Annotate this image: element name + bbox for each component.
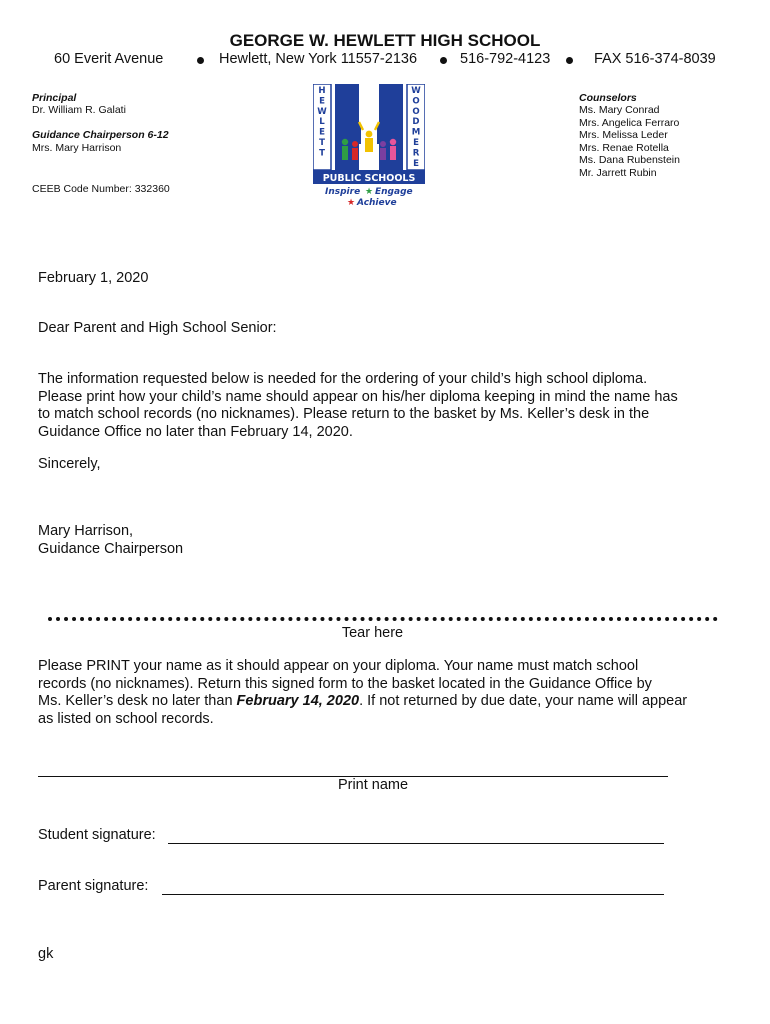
svg-text:PUBLIC SCHOOLS: PUBLIC SCHOOLS: [322, 173, 416, 184]
phone-number: 516-792-4123: [460, 51, 551, 67]
ceeb-code: CEEB Code Number: 332360: [32, 183, 170, 195]
letter-closing: Sincerely,: [38, 456, 101, 472]
form-instruction-line: records (no nicknames). Return this signed form to the basket located in the Guidance Office by: [38, 675, 652, 692]
instruction-text: . If not returned by due date, your name will appear: [359, 693, 688, 710]
bullet-separator: [566, 57, 573, 64]
counselor-name: Ms. Dana Rubenstein: [579, 154, 680, 167]
deadline-date: February 14, 2020: [236, 693, 360, 710]
counselors-heading: Counselors: [579, 92, 637, 104]
svg-text:Inspire: Inspire: [325, 187, 361, 197]
parent-signature-label: Parent signature:: [38, 878, 149, 894]
print-name-label: Print name: [337, 777, 409, 793]
form-instruction-line: [38, 693, 687, 711]
tear-line: [48, 617, 718, 621]
counselor-name: Mrs. Angelica Ferraro: [579, 116, 680, 129]
signer-title: Guidance Chairperson: [38, 541, 184, 557]
letter-paragraph-line: Please print how your child’s name should appear on his/her diploma keeping in mind the name has: [38, 388, 678, 405]
school-name: GEORGE W. HEWLETT HIGH SCHOOL: [229, 31, 541, 50]
letter-paragraph-line: to match school records (no nicknames). Please return to the basket by Ms. Keller’s desk in the: [38, 406, 650, 423]
district-logo: [313, 84, 425, 210]
instruction-text: Ms. Keller’s desk no later than: [38, 693, 237, 710]
svg-text:Engage: Engage: [375, 187, 413, 197]
student-signature-label: Student signature:: [38, 827, 156, 843]
bullet-separator: [197, 57, 204, 64]
counselor-name: Mrs. Melissa Leder: [579, 129, 668, 142]
signer-name: Mary Harrison,: [38, 523, 134, 539]
tear-label: Tear here: [341, 625, 404, 641]
counselor-name: Mr. Jarrett Rubin: [579, 167, 657, 179]
address-street: 60 Everit Avenue: [54, 51, 164, 67]
counselor-name: Mrs. Renae Rotella: [579, 141, 669, 154]
chair-heading: Guidance Chairperson 6-12: [32, 129, 169, 141]
form-instruction-line: as listed on school records.: [38, 710, 214, 727]
counselor-name: Ms. Mary Conrad: [579, 104, 660, 116]
svg-text:★: ★: [347, 198, 356, 208]
address-city: Hewlett, New York 11557-2136: [219, 51, 418, 67]
form-instruction-line: Please PRINT your name as it should appear on your diploma. Your name must match school: [38, 658, 639, 674]
parent-signature-field[interactable]: [162, 894, 664, 895]
student-signature-field[interactable]: [168, 843, 664, 844]
fax-number: FAX 516-374-8039: [594, 51, 716, 67]
letter-salutation: Dear Parent and High School Senior:: [38, 320, 277, 336]
principal-name: Dr. William R. Galati: [32, 104, 126, 116]
svg-text:HEWLETT: H E W L E T T: [317, 86, 327, 159]
bullet-separator: [440, 57, 447, 64]
letter-paragraph-line: The information requested below is needed for the ordering of your child’s high school diploma.: [38, 371, 648, 387]
letter-date: February 1, 2020: [38, 270, 149, 286]
svg-text:Achieve: Achieve: [357, 198, 397, 208]
chair-name: Mrs. Mary Harrison: [32, 142, 122, 154]
principal-heading: Principal: [32, 92, 77, 104]
svg-text:★: ★: [365, 187, 374, 197]
typist-initials: gk: [38, 946, 54, 962]
svg-text:WOODMERE: W O O D M E R E: [411, 86, 421, 169]
letter-paragraph-line: Guidance Office no later than February 14, 2020.: [38, 423, 353, 440]
